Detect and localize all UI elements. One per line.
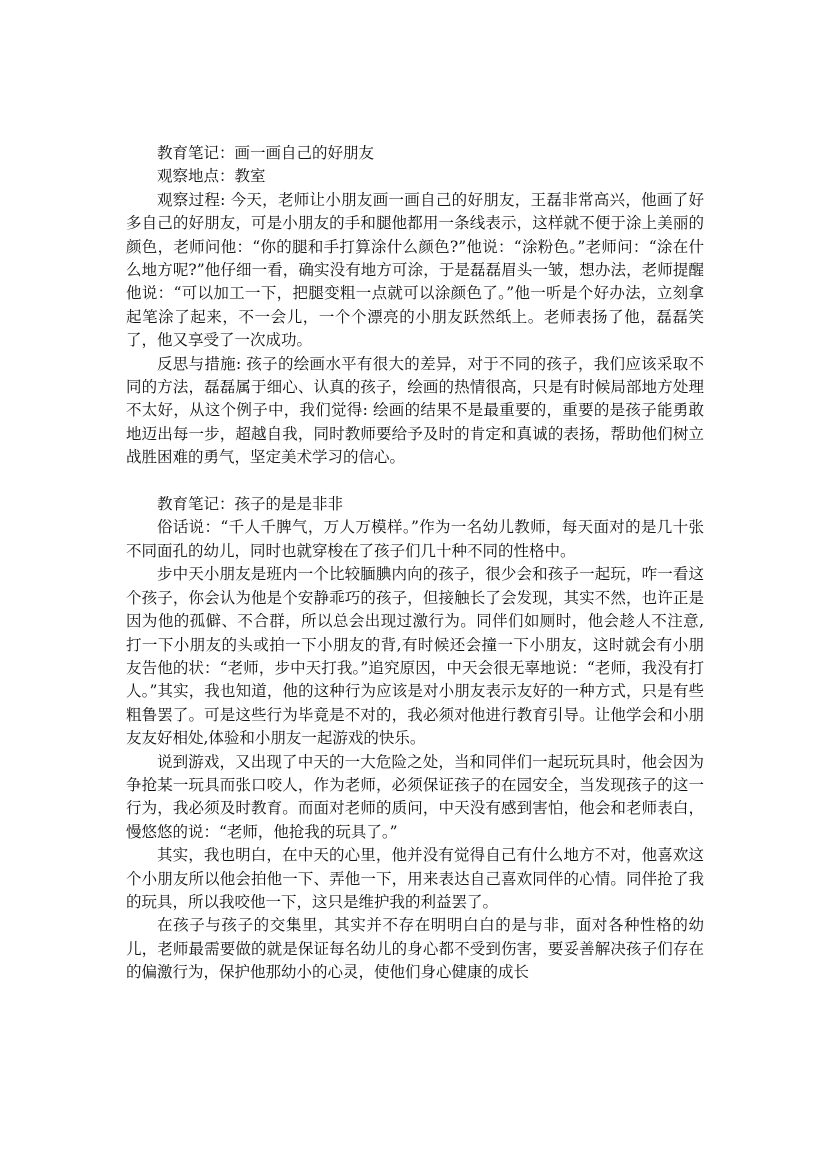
paragraph: 观察过程: 今天，老师让小朋友画一画自己的好朋友，王磊非常高兴，他画了好多自己的好朋友，可是小朋友的手和腿他都用一条线表示，这样就不便于涂上美丽的颜色，老师问他：“你的腿和手打算涂什么颜色?”他说：“涂粉色。”老师问：“涂在什么地方呢?”他仔细一看，确实没有地方可涂，于是磊磊眉头一皱，想办法，老师提醒他说：“可以加工一下，把腿变粗一点就可以涂颜色了。”他一听是个好办法，立刻拿起笔涂了起来，不一会儿，一个个漂亮的小朋友跃然纸上。老师表扬了他，磊磊笑了，他又享受了一次成功。 [126, 190, 704, 350]
paragraph: 观察地点：教室 [157, 167, 266, 186]
paragraph: 步中天小朋友是班内一个比较腼腆内向的孩子，很少会和孩子一起玩，咋一看这个孩子，你会认为他是个安静乖巧的孩子，但接触长了会发现，其实不然，也许正是因为他的孤僻、不合群，所以总会出现过激行为。同伴们如厕时，他会趁人不注意,打一下小朋友的头或拍一下小朋友的背,有时候还会撞一下小朋友，这时就会有小朋友告他的状：“老师，步中天打我。”追究原因，中天会很无辜地说：“老师，我没有打人。”其实，我也知道，他的这种行为应该是对小朋友表示友好的一种方式，只是有些粗鲁罢了。可是这些行为毕竟是不对的，我必须对他进行教育引导。让他学会和小朋友友好相处,体验和小朋友一起游戏的快乐。 [126, 565, 704, 748]
paragraph: 在孩子与孩子的交集里，其实并不存在明明白白的是与非，面对各种性格的幼儿，老师最需要做的就是保证每名幼儿的身心都不受到伤害，要妥善解决孩子们存在的偏激行为，保护他那幼小的心灵，使他们身心健康的成长 [126, 916, 704, 982]
note-section-right-and-wrong [126, 493, 704, 985]
note-section-drawing-friends [126, 142, 704, 470]
paragraph: 其实，我也明白，在中天的心里，他并没有觉得自己有什么地方不对，他喜欢这个小朋友所以他会拍他一下、弄他一下，用来表达自己喜欢同伴的心情。同伴抢了我的玩具，所以我咬他一下，这只是维护我的利益罢了。 [126, 846, 704, 911]
section-title: 教育笔记：孩子的是是非非 [157, 495, 344, 514]
paragraph: 说到游戏，又出现了中天的一大危险之处，当和同伴们一起玩玩具时，他会因为争抢某一玩具而张口咬人，作为老师，必须保证孩子的在园安全，当发现孩子的这一行为，我必须及时教育。而面对老师的质问，中天没有感到害怕，他会和老师表白，慢悠悠的说：“老师，他抢我的玩具了。” [126, 752, 704, 841]
paragraph: 俗话说：“千人千脾气，万人万模样。”作为一名幼儿教师，每天面对的是几十张不同面孔的幼儿，同时也就穿梭在了孩子们几十种不同的性格中。 [126, 518, 704, 560]
document-page [126, 142, 704, 985]
section-title: 教育笔记：画一画自己的好朋友 [157, 144, 375, 162]
paragraph: 反思与措施: 孩子的绘画水平有很大的差异，对于不同的孩子，我们应该采取不同的方法，磊磊属于细心、认真的孩子，绘画的热情很高，只是有时候局部地方处理不太好，从这个例子中，我们觉得: 绘画的结果不是最重要的，重要的是孩子能勇敢地迈出每一步，超越自我，同时教师要给予及时的肯定和真诚的表扬，帮助他们树立战胜困难的勇气，坚定美术学习的信心。 [126, 354, 704, 467]
